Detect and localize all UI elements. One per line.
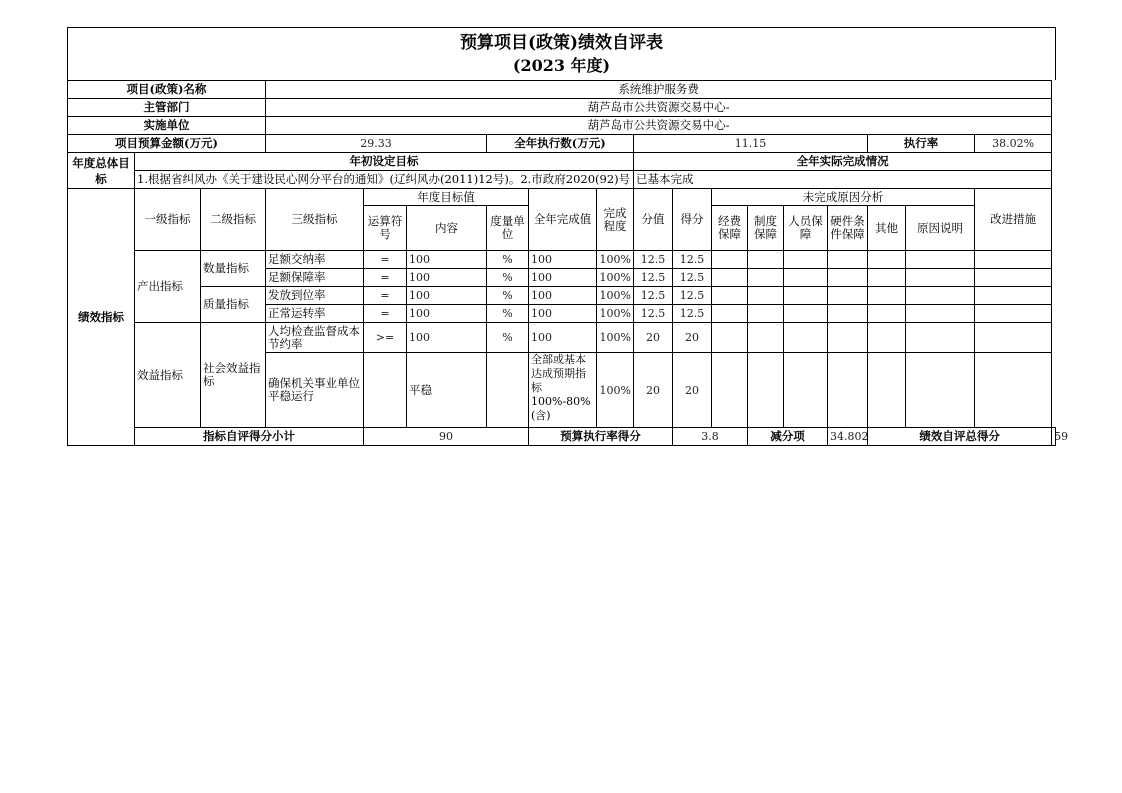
output-indicator-group: 产出指标 xyxy=(135,251,201,323)
indicator-degree: 100% xyxy=(597,287,634,305)
project-name-value: 系统维护服务费 xyxy=(266,81,1052,99)
indicator-content: 100 xyxy=(407,305,487,323)
indicator-got: 12.5 xyxy=(673,269,712,287)
reason-funding-header: 经费保障 xyxy=(712,206,748,251)
indicator-degree: 100% xyxy=(597,269,634,287)
indicator-op: = xyxy=(364,305,407,323)
indicator-unit xyxy=(487,353,529,428)
reason-group-header: 未完成原因分析 xyxy=(712,189,975,206)
indicator-score: 12.5 xyxy=(634,287,673,305)
evaluation-table xyxy=(67,80,1069,446)
indicator-got: 20 xyxy=(673,353,712,428)
indicator-content: 平稳 xyxy=(407,353,487,428)
indicator-content: 100 xyxy=(407,269,487,287)
budget-score-value: 3.8 xyxy=(673,428,748,446)
indicator-got: 12.5 xyxy=(673,251,712,269)
goal-label-line1: 年度总体目 xyxy=(72,155,130,170)
indicator-unit: % xyxy=(487,251,529,269)
indicator-op: >= xyxy=(364,323,407,353)
indicator-actual: 100 xyxy=(529,251,597,269)
exec-label: 全年执行数(万元) xyxy=(487,135,634,153)
deduct-value: 34.802 xyxy=(828,428,868,446)
subtotal-value: 90 xyxy=(364,428,529,446)
social-benefit-group: 社会效益指标 xyxy=(201,323,266,428)
indicator-degree: 100% xyxy=(597,305,634,323)
initial-goal-text: 1.根据省纠风办《关于建设民心网分平台的通知》(辽纠风办(2011)12号)。2.市政府2020(92)号 xyxy=(135,171,634,189)
quantity-indicator-group: 数量指标 xyxy=(201,251,266,287)
initial-goal-header: 年初设定目标 xyxy=(135,153,634,171)
got-header: 得分 xyxy=(673,189,712,251)
dept-label: 主管部门 xyxy=(68,99,266,117)
indicator-score: 20 xyxy=(634,323,673,353)
target-group-header: 年度目标值 xyxy=(364,189,529,206)
indicator-content: 100 xyxy=(407,251,487,269)
indicator-score: 20 xyxy=(634,353,673,428)
actual-header: 全年完成值 xyxy=(529,189,597,251)
indicator-got: 20 xyxy=(673,323,712,353)
level2-header: 二级指标 xyxy=(201,189,266,251)
op-header: 运算符号 xyxy=(364,206,407,251)
exec-value: 11.15 xyxy=(634,135,868,153)
indicator-degree: 100% xyxy=(597,251,634,269)
indicator-unit: % xyxy=(487,305,529,323)
budget-score-label: 预算执行率得分 xyxy=(529,428,673,446)
indicator-op xyxy=(364,353,407,428)
level3-header: 三级指标 xyxy=(266,189,364,251)
indicator-degree: 100% xyxy=(597,323,634,353)
rate-value: 38.02% xyxy=(975,135,1052,153)
reason-hardware-header: 硬件条件保障 xyxy=(828,206,868,251)
indicator-actual: 100 xyxy=(529,305,597,323)
reason-system-header: 制度保障 xyxy=(748,206,784,251)
actual-goal-header: 全年实际完成情况 xyxy=(634,153,1052,171)
indicator-unit: % xyxy=(487,323,529,353)
reason-desc-header: 原因说明 xyxy=(906,206,975,251)
reason-staff-header: 人员保障 xyxy=(784,206,828,251)
indicator-unit: % xyxy=(487,287,529,305)
reason-other-header: 其他 xyxy=(868,206,906,251)
rate-label: 执行率 xyxy=(868,135,975,153)
summary-row xyxy=(68,428,1056,446)
table-row xyxy=(68,287,1056,305)
indicator-op: = xyxy=(364,269,407,287)
dept-value: 葫芦岛市公共资源交易中心- xyxy=(266,99,1052,117)
indicator-score: 12.5 xyxy=(634,305,673,323)
indicator-degree: 100% xyxy=(597,353,634,428)
indicator-got: 12.5 xyxy=(673,287,712,305)
indicator-actual: 全部或基本达成预期指标100%-80%(含) xyxy=(529,353,597,428)
indicator-actual: 100 xyxy=(529,323,597,353)
indicator-content: 100 xyxy=(407,287,487,305)
project-name-label: 项目(政策)名称 xyxy=(68,81,266,99)
indicator-op: = xyxy=(364,251,407,269)
indicator-name: 人均检查监督成本节约率 xyxy=(266,323,364,353)
table-row xyxy=(68,251,1056,269)
quality-indicator-group: 质量指标 xyxy=(201,287,266,323)
indicator-op: = xyxy=(364,287,407,305)
indicator-score: 12.5 xyxy=(634,251,673,269)
page-subtitle: (2023 年度) xyxy=(512,56,611,75)
impl-label: 实施单位 xyxy=(68,117,266,135)
indicator-name: 足额保障率 xyxy=(266,269,364,287)
impl-value: 葫芦岛市公共资源交易中心- xyxy=(266,117,1052,135)
improve-header: 改进措施 xyxy=(975,189,1052,251)
indicator-unit: % xyxy=(487,269,529,287)
indicator-content: 100 xyxy=(407,323,487,353)
benefit-indicator-group: 效益指标 xyxy=(135,323,201,428)
indicator-score: 12.5 xyxy=(634,269,673,287)
goal-label xyxy=(68,153,135,189)
degree-header: 完成程度 xyxy=(597,189,634,251)
perf-indicator-label: 绩效指标 xyxy=(68,189,135,446)
indicator-got: 12.5 xyxy=(673,305,712,323)
table-row xyxy=(68,323,1056,353)
score-header: 分值 xyxy=(634,189,673,251)
deduct-label: 减分项 xyxy=(748,428,828,446)
budget-value: 29.33 xyxy=(266,135,487,153)
budget-label: 项目预算金额(万元) xyxy=(68,135,266,153)
title-block xyxy=(67,27,1056,80)
indicator-name: 发放到位率 xyxy=(266,287,364,305)
indicator-actual: 100 xyxy=(529,287,597,305)
indicator-name: 正常运转率 xyxy=(266,305,364,323)
content-header: 内容 xyxy=(407,206,487,251)
subtotal-label: 指标自评得分小计 xyxy=(135,428,364,446)
page-title: 预算项目(政策)绩效自评表 xyxy=(459,33,664,53)
actual-goal-text: 已基本完成 xyxy=(634,171,1052,189)
level1-header: 一级指标 xyxy=(135,189,201,251)
total-label: 绩效自评总得分 xyxy=(868,428,1052,446)
evaluation-sheet xyxy=(67,27,1069,446)
goal-label-line2: 标 xyxy=(95,171,107,186)
indicator-actual: 100 xyxy=(529,269,597,287)
indicator-name: 足额交纳率 xyxy=(266,251,364,269)
total-value: 59 xyxy=(1052,428,1056,446)
indicator-name: 确保机关事业单位平稳运行 xyxy=(266,353,364,428)
unit-header: 度量单位 xyxy=(487,206,529,251)
